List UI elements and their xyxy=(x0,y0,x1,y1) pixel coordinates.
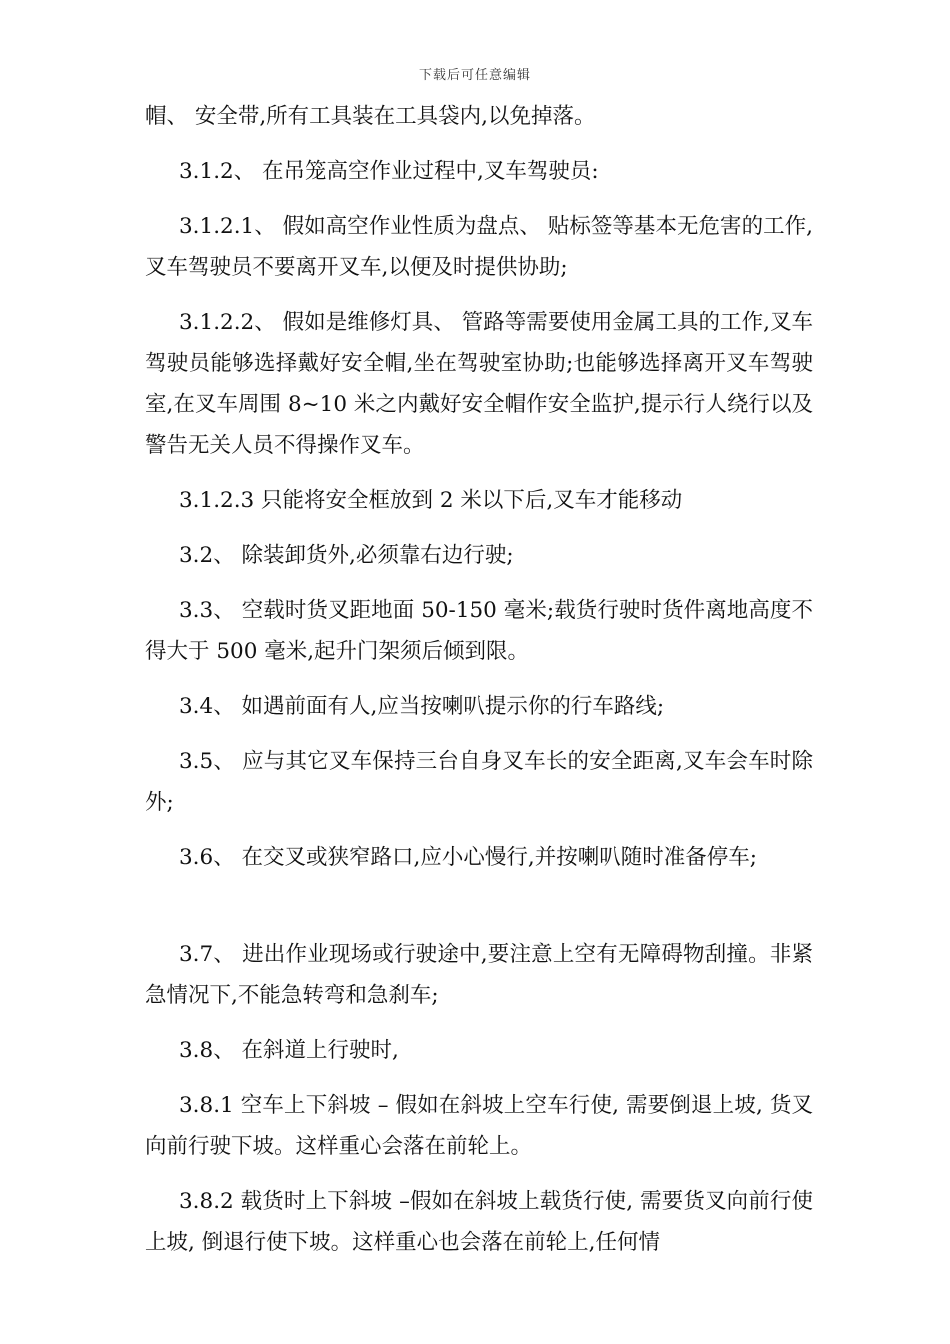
paragraph-3-2: 3.2、 除装卸货外,必须靠右边行驶; xyxy=(179,543,514,568)
paragraph-3-3: 3.3、 空载时货叉距地面 50-150 毫米;载货行驶时货件离地高度不得大于 500 毫米,起升门架须后倾到限。 xyxy=(145,598,813,664)
paragraph-3-1-2-1: 3.1.2.1、 假如高空作业性质为盘点、 贴标签等基本无危害的工作,叉车驾驶员不要离开叉车,以便及时提供协助; xyxy=(145,214,813,280)
paragraph-3-4: 3.4、 如遇前面有人,应当按喇叭提示你的行车路线; xyxy=(179,694,665,719)
paragraph-3-8-2: 3.8.2 载货时上下斜坡 –假如在斜坡上载货行使, 需要货叉向前行使上坡, 倒退行使下坡。这样重心也会落在前轮上,任何情 xyxy=(145,1189,813,1255)
paragraph-3-5: 3.5、 应与其它叉车保持三台自身叉车长的安全距离,叉车会车时除外; xyxy=(145,749,813,815)
paragraph-3-8-1: 3.8.1 空车上下斜坡 – 假如在斜坡上空车行使, 需要倒退上坡, 货叉向前行驶下坡。这样重心会落在前轮上。 xyxy=(145,1093,813,1159)
paragraph-continuation: 帽、 安全带,所有工具装在工具袋内,以免掉落。 xyxy=(145,104,596,129)
paragraph-3-1-2-2: 3.1.2.2、 假如是维修灯具、 管路等需要使用金属工具的工作,叉车驾驶员能够选择戴好安全帽,坐在驾驶室协助;也能够选择离开叉车驾驶室,在叉车周围 8~10 米之内戴好安全帽作安全监护,提示行人绕行以及警告无关人员不得操作叉车。 xyxy=(145,310,813,458)
paragraph-3-6: 3.6、 在交叉或狭窄路口,应小心慢行,并按喇叭随时准备停车; xyxy=(179,845,757,870)
paragraph-3-1-2: 3.1.2、 在吊笼高空作业过程中,叉车驾驶员: xyxy=(179,159,599,184)
paragraph-3-8: 3.8、 在斜道上行驶时, xyxy=(179,1038,399,1063)
paragraph-3-7: 3.7、 进出作业现场或行驶途中,要注意上空有无障碍物刮撞。非紧急情况下,不能急转弯和急刹车; xyxy=(145,942,813,1008)
paragraph-3-1-2-3: 3.1.2.3 只能将安全框放到 2 米以下后,叉车才能移动 xyxy=(179,488,683,513)
page-header: 下载后可任意编辑 xyxy=(418,68,531,83)
document-body xyxy=(145,96,813,1263)
